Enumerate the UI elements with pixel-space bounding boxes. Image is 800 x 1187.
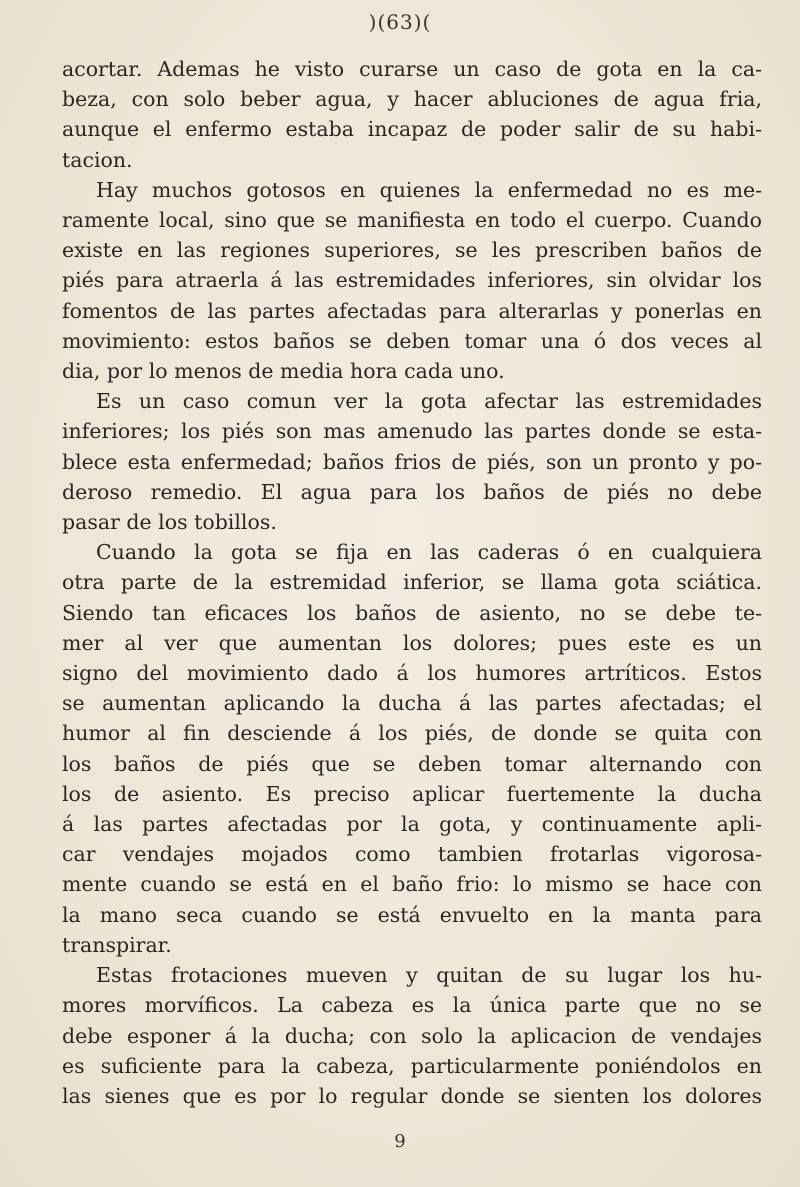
text-line: mente cuando se está en el baño frio: lo mismo se hace con bbox=[62, 872, 762, 897]
text-line: se aumentan aplicando la ducha á las partes afectadas; el bbox=[62, 691, 762, 716]
text-line: las sienes que es por lo regular donde se sienten los dolores bbox=[62, 1083, 762, 1108]
text-line: es suficiente para la cabeza, particularmente poniéndolos en bbox=[62, 1053, 762, 1078]
text-line: ramente local, sino que se manifiesta en todo el cuerpo. Cuando bbox=[62, 208, 762, 233]
text-line: Es un caso comun ver la gota afectar las estremidades bbox=[96, 389, 762, 414]
text-line: á las partes afectadas por la gota, y continuamente apli- bbox=[62, 812, 762, 837]
text-line: car vendajes mojados como tambien frotarlas vigorosa- bbox=[62, 842, 762, 867]
text-line: signo del movimiento dado á los humores artríticos. Estos bbox=[62, 661, 762, 686]
text-line: piés para atraerla á las estremidades inferiores, sin olvidar los bbox=[62, 268, 762, 293]
page-number: )(63)( bbox=[368, 10, 432, 34]
text-line: existe en las regiones superiores, se les prescriben baños de bbox=[62, 238, 762, 263]
text-line: Cuando la gota se fija en las caderas ó en cualquiera bbox=[96, 540, 762, 565]
body-text bbox=[62, 54, 762, 1111]
text-line: beza, con solo beber agua, y hacer abluciones de agua fria, bbox=[62, 87, 762, 112]
text-line: los de asiento. Es preciso aplicar fuertemente la ducha bbox=[62, 781, 762, 806]
text-line: debe esponer á la ducha; con solo la aplicacion de vendajes bbox=[62, 1023, 762, 1048]
text-line: blece esta enfermedad; baños frios de piés, son un pronto y po- bbox=[62, 449, 762, 474]
text-line: deroso remedio. El agua para los baños de piés no debe bbox=[62, 479, 762, 504]
text-line: los baños de piés que se deben tomar alternando con bbox=[62, 751, 762, 776]
text-line: aunque el enfermo estaba incapaz de poder salir de su habi- bbox=[62, 117, 762, 142]
text-line: Hay muchos gotosos en quienes la enfermedad no es me- bbox=[96, 177, 762, 202]
text-line: acortar. Ademas he visto curarse un caso de gota en la ca- bbox=[62, 57, 762, 81]
signature-mark: 9 bbox=[394, 1131, 406, 1152]
text-line: pasar de los tobillos. bbox=[62, 510, 277, 535]
text-line: transpirar. bbox=[62, 932, 172, 957]
text-line: Estas frotaciones mueven y quitan de su lugar los hu- bbox=[96, 963, 762, 988]
text-line: mores morvíficos. La cabeza es la única parte que no se bbox=[62, 993, 762, 1018]
text-line: fomentos de las partes afectadas para alterarlas y ponerlas en bbox=[62, 298, 762, 323]
text-line: inferiores; los piés son mas amenudo las partes donde se esta- bbox=[62, 419, 762, 444]
text-line: movimiento: estos baños se deben tomar una ó dos veces al bbox=[62, 328, 762, 353]
text-line: otra parte de la estremidad inferior, se llama gota sciática. bbox=[62, 570, 762, 595]
text-line: la mano seca cuando se está envuelto en la manta para bbox=[62, 902, 762, 927]
text-line: tacion. bbox=[62, 147, 133, 172]
text-line: mer al ver que aumentan los dolores; pues este es un bbox=[62, 630, 762, 655]
text-line: dia, por lo menos de media hora cada uno. bbox=[62, 359, 505, 384]
text-line: Siendo tan eficaces los baños de asiento, no se debe te- bbox=[62, 600, 762, 625]
text-line: humor al fin desciende á los piés, de donde se quita con bbox=[62, 721, 762, 746]
